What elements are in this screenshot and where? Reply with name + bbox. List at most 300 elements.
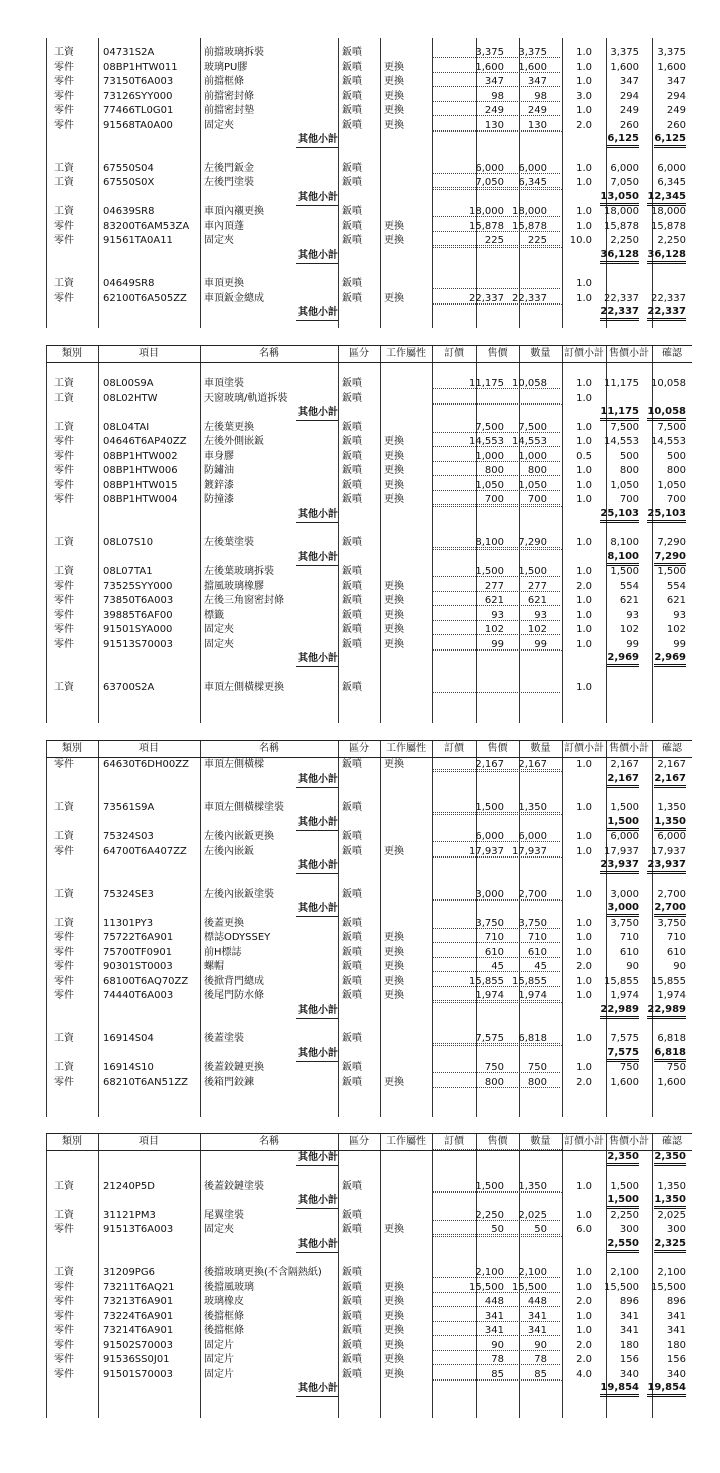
sale-subtotal-total: 7,290 [654,551,686,566]
sale-subtotal-cell: 15,878 [651,220,686,232]
category-cell: 零件 [54,465,74,476]
list-subtotal-cell: 249 [619,105,639,116]
sale-subtotal-cell: 750 [666,1062,686,1073]
line-item-row [46,989,692,1003]
sale-subtotal-cell: 99 [673,638,686,650]
header-category: 類別 [62,348,82,359]
work-type-cell: 更換 [384,90,404,102]
list-price-cell: 18,000 [469,206,504,217]
category-cell: 零件 [54,638,74,650]
subtotal-row [46,1004,692,1018]
header-item: 項目 [139,1136,159,1147]
dotted-rule [432,506,562,507]
dotted-rule [432,86,560,87]
name-cell: 左後內嵌鈑 [204,845,254,857]
item-code-cell: 04731S2A [103,47,155,58]
area-cell: 鈑噴 [342,1180,362,1192]
sale-subtotal-cell: 249 [666,105,686,116]
sale-subtotal-total: 10,058 [647,406,686,421]
sale-price-cell: 2,167 [518,759,547,770]
category-cell: 零件 [54,105,74,116]
item-code-cell: 31209PG6 [103,1267,155,1278]
list-price-cell: 8,100 [475,537,504,548]
qty-cell: 1.0 [576,1325,592,1336]
list-price-cell: 50 [491,1224,504,1235]
subtotal-label: 其他小計 [296,1238,338,1253]
dotted-rule [432,605,560,606]
sale-price-cell: 130 [527,119,547,131]
line-item-row [46,975,692,989]
category-cell: 零件 [54,1368,74,1380]
list-subtotal-cell: 8,100 [610,537,639,548]
qty-cell: 1.0 [576,975,592,987]
list-price-cell: 7,050 [475,177,504,188]
name-cell: 左後門塗裝 [204,177,254,188]
category-cell: 零件 [54,1281,74,1293]
dotted-rule [432,900,562,901]
list-price-cell: 130 [484,119,504,131]
sale-subtotal-total: 2,167 [654,773,686,788]
line-item-row [46,220,692,234]
dotted-rule [432,957,560,958]
area-cell: 鈑噴 [342,1339,362,1351]
item-code-cell: 08BP1HTW002 [103,450,178,462]
category-cell: 工資 [54,206,74,217]
dotted-rule [432,72,560,73]
list-price-cell: 1,974 [475,990,504,1001]
name-cell: 後蓋鉸鏈塗裝 [204,1180,264,1192]
subtotal-label: 其他小計 [296,902,338,917]
list-subtotal-cell: 90 [626,961,639,972]
line-item-row [46,580,692,594]
qty-cell: 1.0 [576,1209,592,1221]
name-cell: 左後葉塗裝 [204,537,254,548]
category-cell: 零件 [54,990,74,1001]
area-cell: 鈑噴 [342,1368,362,1380]
header-sale-subtotal: 售價小計 [609,1136,649,1147]
sale-price-cell: 800 [527,1076,547,1088]
line-item-row [46,1324,692,1338]
sale-price-cell: 6,000 [518,831,547,842]
sale-price-cell: 249 [527,105,547,116]
list-subtotal-cell: 15,878 [604,220,639,232]
list-subtotal-total: 25,103 [600,508,639,523]
dotted-rule [432,1192,562,1193]
sale-price-cell: 93 [534,609,547,621]
category-cell: 工資 [54,177,74,188]
area-cell: 鈑噴 [342,932,362,943]
sale-price-cell: 22,337 [512,292,547,304]
item-code-cell: 91536SS0J01 [103,1354,170,1365]
table-header [46,1133,692,1151]
category-cell: 零件 [54,1296,74,1307]
list-price-cell: 1,500 [475,566,504,577]
sale-subtotal-cell: 1,600 [657,61,686,73]
list-price-cell: 277 [484,580,504,592]
sale-price-cell: 225 [527,235,547,246]
line-item-row [46,176,692,190]
dotted-rule [432,1335,560,1336]
sale-price-cell: 7,290 [518,537,547,548]
list-subtotal-cell: 300 [619,1224,639,1235]
category-cell: 零件 [54,595,74,606]
qty-cell: 1.0 [576,465,592,476]
sale-subtotal-cell: 700 [666,494,686,505]
list-price-cell: 85 [491,1368,504,1380]
item-code-cell: 16914S10 [103,1062,154,1073]
line-item-row [46,377,692,391]
list-price-cell: 78 [491,1354,504,1365]
sale-subtotal-total: 2,969 [654,652,686,667]
name-cell: 後擋框條 [204,1310,244,1322]
line-item-row [46,1310,692,1324]
item-code-cell: 08BP1HTW011 [103,61,178,73]
line-item-row [46,960,692,974]
name-cell: 前擋密封墊 [204,105,254,116]
category-cell: 工資 [54,392,74,404]
qty-cell: 2.0 [576,119,592,131]
category-cell: 零件 [54,450,74,462]
name-cell: 左後葉玻璃拆裝 [204,566,274,577]
line-item-row [46,450,692,464]
sale-price-cell: 6,000 [518,162,547,174]
list-price-cell: 800 [484,1076,504,1088]
dotted-rule [432,446,560,447]
subtotal-row [46,133,692,147]
sale-subtotal-cell: 17,937 [651,845,686,857]
line-item-row [46,1368,692,1382]
list-price-cell: 710 [484,932,504,943]
subtotal-label: 其他小計 [296,406,338,421]
name-cell: 車頂左側橫樑 [204,759,264,770]
work-type-cell: 更換 [384,292,404,304]
list-price-cell: 1,600 [475,61,504,73]
area-cell: 鈑噴 [342,177,362,188]
line-item-row [46,234,692,248]
dotted-rule [432,475,560,476]
line-item-row [46,479,692,493]
subtotal-row [46,773,692,787]
sale-price-cell: 3,375 [518,47,547,58]
area-cell: 鈑噴 [342,162,362,174]
dotted-rule [432,432,560,433]
name-cell: 防鏽油 [204,465,234,476]
dotted-rule [432,576,560,577]
work-type-cell: 更換 [384,1368,404,1380]
list-subtotal-cell: 2,167 [610,759,639,770]
list-price-cell: 7,575 [475,1033,504,1044]
list-price-cell: 7,500 [475,421,504,433]
name-cell: 固定片 [204,1368,234,1380]
area-cell: 鈑噴 [342,1267,362,1278]
work-type-cell: 更換 [384,465,404,476]
work-type-cell: 更換 [384,609,404,621]
item-code-cell: 75324SE3 [103,888,154,900]
category-cell: 工資 [54,47,74,58]
area-cell: 鈑噴 [342,609,362,621]
subtotal-row [46,551,692,565]
list-subtotal-total: 19,854 [600,1382,639,1397]
area-cell: 鈑噴 [342,220,362,232]
dotted-rule [432,131,562,132]
qty-cell: 1.0 [576,1310,592,1322]
area-cell: 鈑噴 [342,76,362,87]
name-cell: 後擋風玻璃 [204,1281,254,1293]
item-code-cell: 91561TA0A11 [103,235,173,246]
list-price-cell: 22,337 [469,292,504,304]
name-cell: 固定片 [204,1339,234,1351]
item-code-cell: 73213T6A901 [103,1296,174,1307]
header-sale-price: 售價 [487,743,508,754]
area-cell: 鈑噴 [342,759,362,770]
sale-subtotal-cell: 102 [666,624,686,635]
area-cell: 鈑噴 [342,494,362,505]
qty-cell: 1.0 [576,1281,592,1293]
sale-price-cell: 710 [527,932,547,943]
work-type-cell: 更換 [384,990,404,1001]
name-cell: 固定片 [204,1354,234,1365]
category-cell: 工資 [54,1033,74,1044]
header-name: 名稱 [259,1136,279,1147]
qty-cell: 0.5 [576,450,592,462]
list-subtotal-cell: 800 [619,465,639,476]
list-subtotal-cell: 18,000 [604,206,639,217]
sale-subtotal-cell: 610 [666,946,686,958]
line-item-row [46,845,692,859]
qty-cell: 1.0 [576,378,592,389]
sale-price-cell: 85 [534,1368,547,1380]
item-code-cell: 75700TF0901 [103,946,173,958]
area-cell: 鈑噴 [342,119,362,131]
sale-subtotal-cell: 15,855 [651,975,686,987]
category-cell: 零件 [54,90,74,102]
area-cell: 鈑噴 [342,206,362,217]
sale-subtotal-cell: 90 [673,961,686,972]
item-code-cell: 08L07TA1 [103,566,153,577]
sale-subtotal-total: 2,350 [654,1151,686,1166]
dotted-rule [432,928,560,929]
header-qty: 數量 [530,1136,551,1147]
sale-subtotal-cell: 341 [666,1310,686,1322]
list-price-cell: 6,000 [475,831,504,842]
item-code-cell: 73214T6A901 [103,1325,174,1336]
header-area: 區分 [349,743,369,754]
dotted-rule [432,1350,560,1351]
header-area: 區分 [349,348,369,359]
item-code-cell: 91513S70003 [103,638,173,650]
name-cell: 玻璃PU膠 [204,61,248,73]
qty-cell: 1.0 [576,162,592,174]
area-cell: 鈑噴 [342,450,362,462]
category-cell: 零件 [54,1076,74,1088]
list-subtotal-cell: 500 [619,450,639,462]
sale-price-cell: 341 [527,1310,547,1322]
sale-subtotal-cell: 1,600 [657,1076,686,1088]
work-type-cell: 更換 [384,436,404,447]
area-cell: 鈑噴 [342,946,362,958]
sale-price-cell: 1,000 [518,450,547,462]
qty-cell: 1.0 [576,537,592,548]
sale-subtotal-cell: 22,337 [651,292,686,304]
header-category: 類別 [62,743,82,754]
sale-subtotal-cell: 2,100 [657,1267,686,1278]
list-subtotal-cell: 17,937 [604,845,639,857]
dotted-rule [432,1364,560,1365]
area-cell: 鈑噴 [342,392,362,404]
subtotal-label: 其他小計 [296,1382,338,1397]
sale-subtotal-total: 23,937 [647,859,686,874]
list-subtotal-total: 8,100 [607,551,639,566]
work-type-cell: 更換 [384,61,404,73]
list-subtotal-cell: 7,500 [610,421,639,433]
area-cell: 鈑噴 [342,1062,362,1073]
line-item-row [46,681,692,695]
line-item-row [46,1281,692,1295]
item-code-cell: 08L07S10 [103,537,154,548]
qty-cell: 1.0 [576,946,592,958]
list-subtotal-cell: 1,050 [610,479,639,491]
list-price-cell: 15,855 [469,975,504,987]
dotted-rule [432,814,562,815]
area-cell: 鈑噴 [342,378,362,389]
area-cell: 鈑噴 [342,1310,362,1322]
area-cell: 鈑噴 [342,1325,362,1336]
name-cell: 固定夾 [204,624,234,635]
list-subtotal-total: 2,550 [607,1238,639,1253]
line-item-row [46,946,692,960]
category-cell: 零件 [54,946,74,958]
list-subtotal-total: 2,167 [607,773,639,788]
area-cell: 鈑噴 [342,1076,362,1088]
name-cell: 擋風玻璃橡膠 [204,580,264,592]
name-cell: 車內頂蓬 [204,220,244,232]
name-cell: 前擋密封條 [204,90,254,102]
category-cell: 零件 [54,1224,74,1235]
subtotal-row [46,816,692,830]
qty-cell: 1.0 [576,638,592,650]
item-code-cell: 73850T6A003 [103,595,174,606]
sale-price-cell: 1,350 [518,802,547,813]
qty-cell: 1.0 [576,177,592,188]
work-type-cell: 更換 [384,235,404,246]
item-code-cell: 62100T6A505ZZ [103,292,187,304]
name-cell: 後擋玻璃更換(不含隔熱紙) [204,1267,322,1278]
work-type-cell: 更換 [384,1339,404,1351]
sale-subtotal-cell: 340 [666,1368,686,1380]
subtotal-label: 其他小計 [296,652,338,667]
name-cell: 固定夾 [204,638,234,650]
dotted-rule [432,1321,560,1322]
area-cell: 鈑噴 [342,1281,362,1293]
list-price-cell: 341 [484,1325,504,1336]
qty-cell: 1.0 [576,566,592,577]
dotted-rule [432,771,562,772]
name-cell: 標籤 [204,609,224,621]
line-item-row [46,46,692,60]
list-price-cell: 2,100 [475,1267,504,1278]
sale-subtotal-cell: 621 [666,595,686,606]
item-code-cell: 83200T6AM53ZA [103,220,190,232]
list-subtotal-cell: 1,974 [610,990,639,1001]
dotted-rule [432,115,560,116]
list-subtotal-cell: 1,500 [610,566,639,577]
area-cell: 鈑噴 [342,888,362,900]
item-code-cell: 75722T6A901 [103,932,174,943]
list-subtotal-cell: 347 [619,76,639,87]
qty-cell: 1.0 [576,831,592,842]
line-item-row [46,493,692,507]
qty-cell: 1.0 [576,609,592,621]
dotted-rule [432,1292,560,1293]
name-cell: 車頂鈑金總成 [204,292,264,304]
line-item-row [46,292,692,306]
line-item-row [46,421,692,435]
line-item-row [46,90,692,104]
header-qty: 數量 [530,348,551,359]
category-cell: 工資 [54,802,74,813]
list-subtotal-cell: 341 [619,1310,639,1322]
subtotal-row [46,1151,692,1165]
subtotal-row [46,508,692,522]
item-code-cell: 08BP1HTW004 [103,494,178,505]
area-cell: 鈑噴 [342,465,362,476]
item-code-cell: 08L00S9A [103,378,154,389]
list-subtotal-total: 7,575 [607,1047,639,1062]
dotted-rule [432,650,562,651]
dotted-rule [432,1072,560,1073]
line-item-row [46,638,692,652]
sale-price-cell: 17,937 [512,845,547,857]
list-subtotal-cell: 15,500 [604,1281,639,1293]
sale-subtotal-cell: 260 [666,119,686,131]
area-cell: 鈑噴 [342,961,362,972]
item-code-cell: 74440T6A003 [103,990,174,1001]
name-cell: 固定夾 [204,1224,234,1235]
sale-subtotal-cell: 3,375 [657,47,686,58]
list-subtotal-cell: 180 [619,1339,639,1351]
header-confirm: 確認 [662,348,682,359]
area-cell: 鈑噴 [342,802,362,813]
sale-subtotal-cell: 300 [666,1224,686,1235]
document-page [46,1133,692,1418]
sale-subtotal-cell: 6,000 [657,831,686,842]
category-cell: 工資 [54,1062,74,1073]
area-cell: 鈑噴 [342,566,362,577]
category-cell: 工資 [54,1180,74,1192]
qty-cell: 2.0 [576,1354,592,1365]
list-price-cell: 1,000 [475,450,504,462]
category-cell: 零件 [54,845,74,857]
dotted-rule [432,591,560,592]
item-code-cell: 91513T6A003 [103,1224,174,1235]
list-subtotal-cell: 2,250 [610,235,639,246]
sale-subtotal-cell: 14,553 [651,436,686,447]
sale-subtotal-cell: 1,974 [657,990,686,1001]
list-price-cell: 225 [484,235,504,246]
sale-subtotal-cell: 2,250 [657,235,686,246]
dotted-rule [432,388,560,389]
line-item-row [46,1223,692,1237]
item-code-cell: 16914S04 [103,1033,154,1044]
name-cell: 車頂左側橫樑更換 [204,681,284,693]
list-price-cell: 11,175 [469,378,504,389]
sale-subtotal-cell: 347 [666,76,686,87]
name-cell: 左後外側嵌鈑 [204,436,264,447]
area-cell: 鈑噴 [342,681,362,693]
header-name: 名稱 [259,348,279,359]
work-type-cell: 更換 [384,1224,404,1235]
line-item-row [46,277,692,291]
